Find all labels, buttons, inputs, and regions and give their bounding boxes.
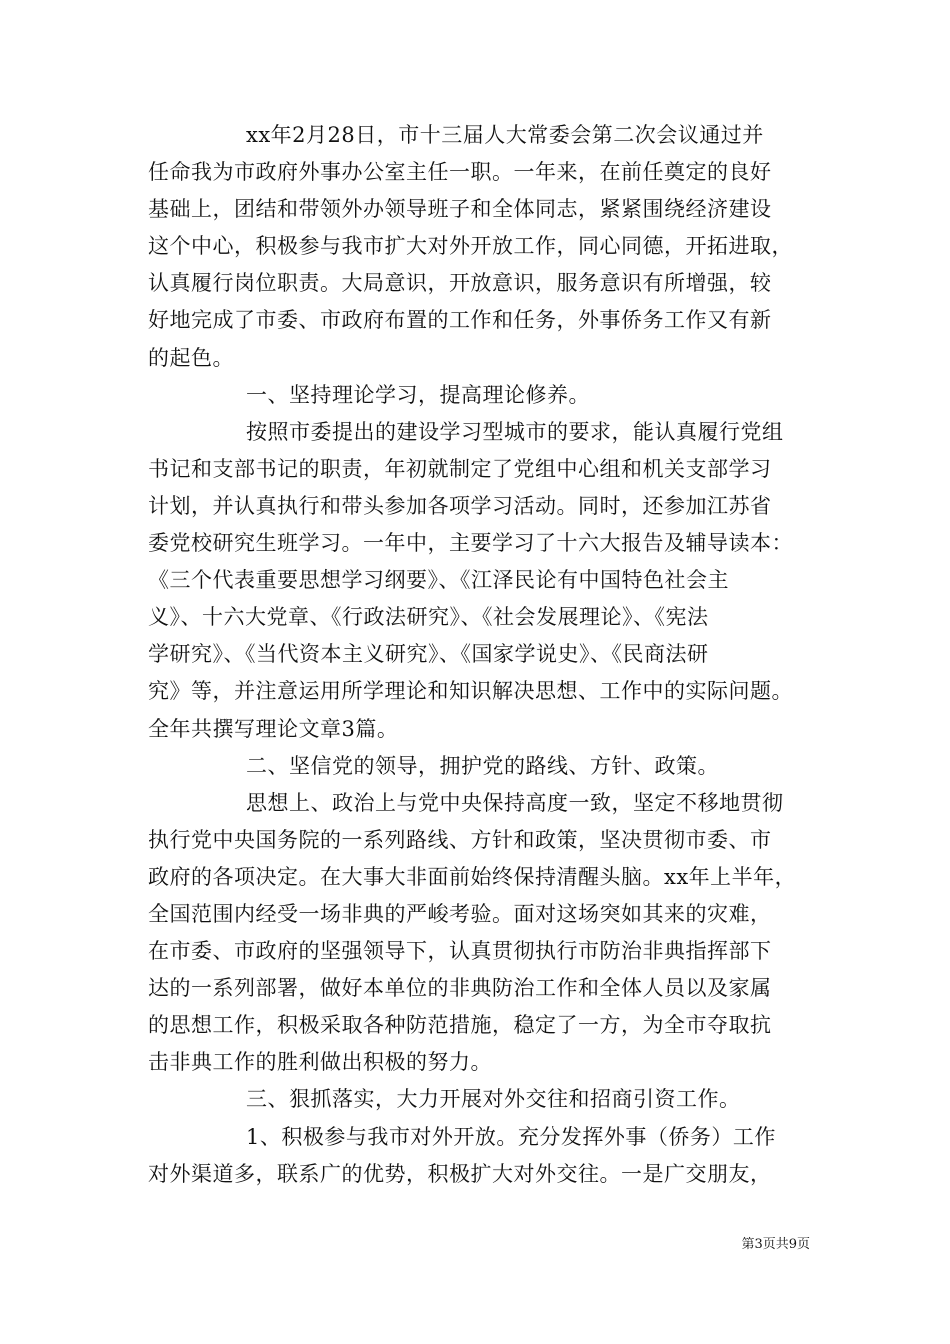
body-line: 基础上，团结和带领外办领导班子和全体同志，紧紧围绕经济建设 [148,197,772,222]
body-line: 究》等，并注意运用所学理论和知识解决思想、工作中的实际问题。 [148,679,793,704]
body-line: 好地完成了市委、市政府布置的工作和任务，外事侨务工作又有新 [148,308,772,333]
body-line: 义》、十六大党章、《行政法研究》、《社会发展理论》、《宪法 [148,605,709,630]
body-line: 击非典工作的胜利做出积极的努力。 [148,1050,492,1075]
body-line: 1、积极参与我市对外开放。充分发挥外事（侨务）工作 [246,1124,776,1149]
section-heading: 二、坚信党的领导，拥护党的路线、方针、政策。 [246,753,719,778]
body-line: 执行党中央国务院的一系列路线、方针和政策，坚决贯彻市委、市 [148,827,772,852]
body-line: 在市委、市政府的坚强领导下，认真贯彻执行市防治非典指挥部下 [148,939,772,964]
body-line: 达的一系列部署，做好本单位的非典防治工作和全体人员以及家属 [148,976,772,1001]
page-number: 第3页共9页 [741,1237,810,1252]
body-line: 按照市委提出的建设学习型城市的要求，能认真履行党组 [246,419,784,444]
body-line: 书记和支部书记的职责，年初就制定了党组中心组和机关支部学习 [148,456,772,481]
body-line: 全国范围内经受一场非典的严峻考验。面对这场突如其来的灾难， [148,901,772,926]
body-line: 这个中心，积极参与我市扩大对外开放工作，同心同德，开拓进取， [148,234,793,259]
body-line: xx年2月28日，市十三届人大常委会第二次会议通过并 [246,123,764,147]
body-line: 政府的各项决定。在大事大非面前始终保持清醒头脑。xx年上半年， [148,864,797,889]
body-line: 认真履行岗位职责。大局意识，开放意识，服务意识有所增强，较 [148,271,772,296]
body-line: 《三个代表重要思想学习纲要》、《江泽民论有中国特色社会主 [148,568,729,593]
body-line: 全年共撰写理论文章3篇。 [148,716,399,741]
body-line: 的起色。 [148,345,234,370]
body-line: 任命我为市政府外事办公室主任一职。一年来，在前任奠定的良好 [148,160,772,185]
body-line: 学研究》、《当代资本主义研究》、《国家学说史》、《民商法研 [148,642,709,667]
body-line: 委党校研究生班学习。一年中，主要学习了十六大报告及辅导读本： [148,531,793,556]
body-line: 对外渠道多，联系广的优势，积极扩大对外交往。一是广交朋友， [148,1161,772,1186]
section-heading: 一、坚持理论学习，提高理论修养。 [246,382,590,407]
document-body [148,117,804,1193]
section-heading: 三、狠抓落实，大力开展对外交往和招商引资工作。 [246,1087,741,1112]
body-line: 思想上、政治上与党中央保持高度一致，坚定不移地贯彻 [246,790,784,815]
body-line: 的思想工作，积极采取各种防范措施，稳定了一方，为全市夺取抗 [148,1013,772,1038]
body-line: 计划，并认真执行和带头参加各项学习活动。同时，还参加江苏省 [148,493,772,518]
